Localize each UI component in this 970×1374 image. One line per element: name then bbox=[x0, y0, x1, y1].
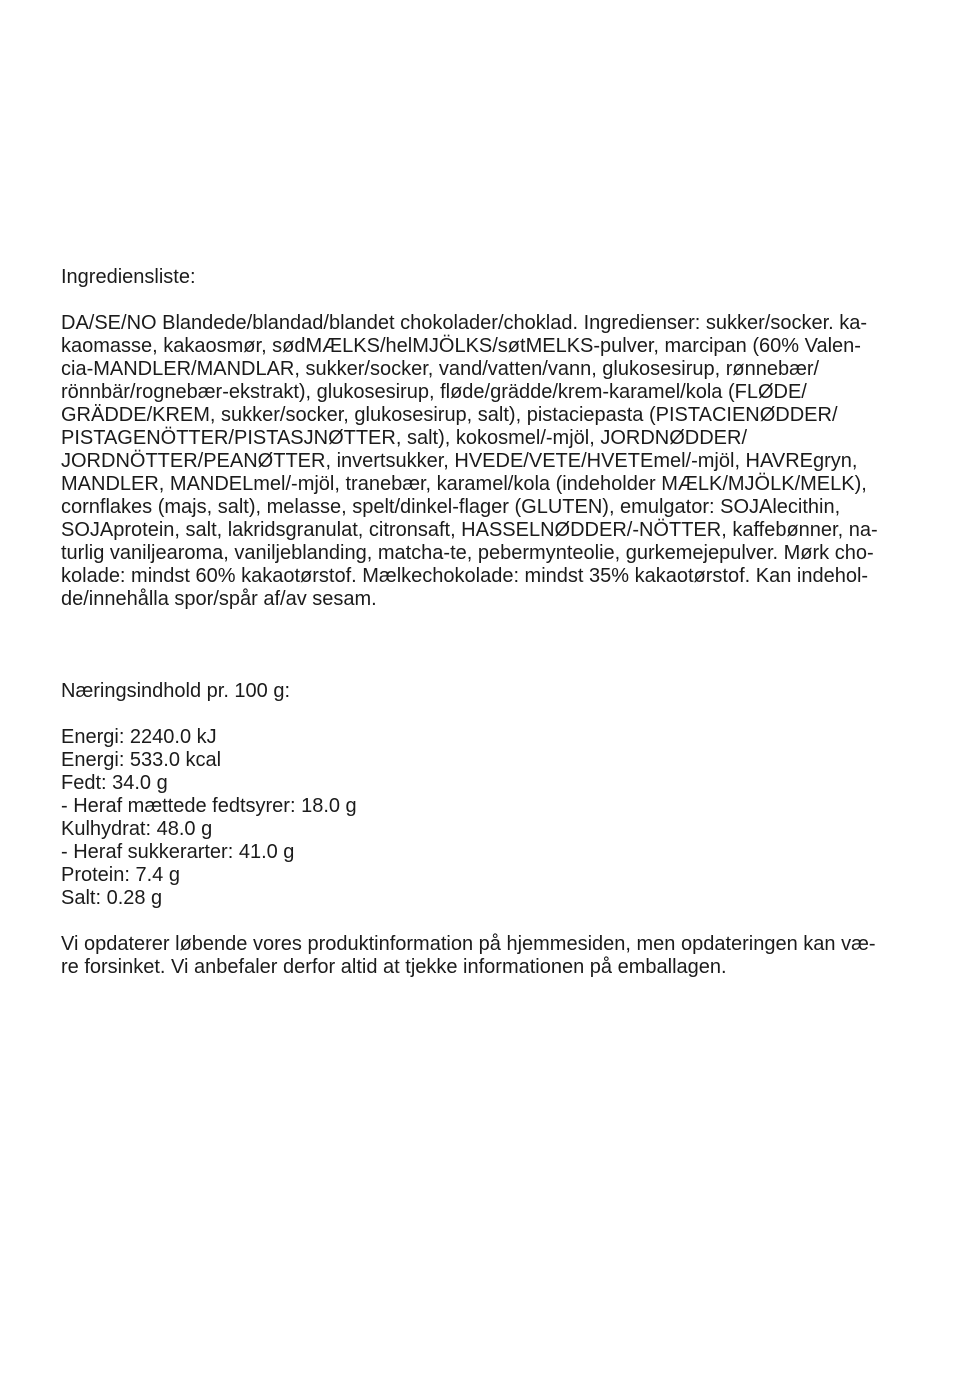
text-line: Energi: 533.0 kcal bbox=[61, 749, 222, 771]
ingredients-text bbox=[61, 312, 940, 611]
spacer bbox=[61, 611, 940, 680]
text-line: Energi: 2240.0 kJ bbox=[61, 726, 217, 748]
text-line: - Heraf sukkerarter: 41.0 g bbox=[61, 841, 295, 863]
spacer bbox=[61, 703, 940, 726]
text-line: Fedt: 34.0 g bbox=[61, 772, 168, 794]
document-content bbox=[61, 266, 940, 979]
spacer bbox=[61, 289, 940, 312]
text-line: Vi opdaterer løbende vores produktinformation på hjemmesiden, men opdateringen kan væ- bbox=[61, 933, 876, 955]
text-line: - Heraf mættede fedtsyrer: 18.0 g bbox=[61, 795, 357, 817]
text-line: Salt: 0.28 g bbox=[61, 887, 163, 909]
text-line: Protein: 7.4 g bbox=[61, 864, 180, 886]
text-line: Kulhydrat: 48.0 g bbox=[61, 818, 213, 840]
text-line: kaomasse, kakaosmør, sødMÆLKS/helMJÖLKS/søtMELKS-pulver, marcipan (60% Valen- bbox=[61, 335, 861, 357]
nutrition-facts bbox=[61, 726, 940, 910]
text-line: MANDLER, MANDELmel/-mjöl, tranebær, karamel/kola (indeholder MÆLK/MJÖLK/MELK), bbox=[61, 473, 867, 495]
nutrition-heading: Næringsindhold pr. 100 g: bbox=[61, 680, 291, 702]
text-line: re forsinket. Vi anbefaler derfor altid at tjekke informationen på emballagen. bbox=[61, 956, 727, 978]
disclaimer-text bbox=[61, 933, 940, 979]
spacer bbox=[61, 910, 940, 933]
ingredients-heading: Ingrediensliste: bbox=[61, 266, 196, 288]
text-line: rönnbär/rognebær-ekstrakt), glukosesirup, fløde/grädde/krem-karamel/kola (FLØDE/ bbox=[61, 381, 807, 403]
text-line: kolade: mindst 60% kakaotørstof. Mælkechokolade: mindst 35% kakaotørstof. Kan indehol- bbox=[61, 565, 869, 587]
text-line: PISTAGENÖTTER/PISTASJNØTTER, salt), kokosmel/-mjöl, JORDNØDDER/ bbox=[61, 427, 747, 449]
text-line: cornflakes (majs, salt), melasse, spelt/dinkel-flager (GLUTEN), emulgator: SOJAlecithin, bbox=[61, 496, 841, 518]
text-line: cia-MANDLER/MANDLAR, sukker/socker, vand/vatten/vann, glukosesirup, rønnebær/ bbox=[61, 358, 820, 380]
text-line: GRÄDDE/KREM, sukker/socker, glukosesirup, salt), pistaciepasta (PISTACIENØDDER/ bbox=[61, 404, 838, 426]
text-line: DA/SE/NO Blandede/blandad/blandet chokolader/choklad. Ingredienser: sukker/socker. ka- bbox=[61, 312, 868, 334]
text-line: SOJAprotein, salt, lakridsgranulat, citronsaft, HASSELNØDDER/-NÖTTER, kaffebønner, na- bbox=[61, 519, 878, 541]
text-line: de/innehålla spor/spår af/av sesam. bbox=[61, 588, 377, 610]
text-line: turlig vaniljearoma, vaniljeblanding, matcha-te, pebermynteolie, gurkemejepulver. Mørk cho- bbox=[61, 542, 874, 564]
text-line: JORDNÖTTER/PEANØTTER, invertsukker, HVEDE/VETE/HVETEmel/-mjöl, HAVREgryn, bbox=[61, 450, 858, 472]
